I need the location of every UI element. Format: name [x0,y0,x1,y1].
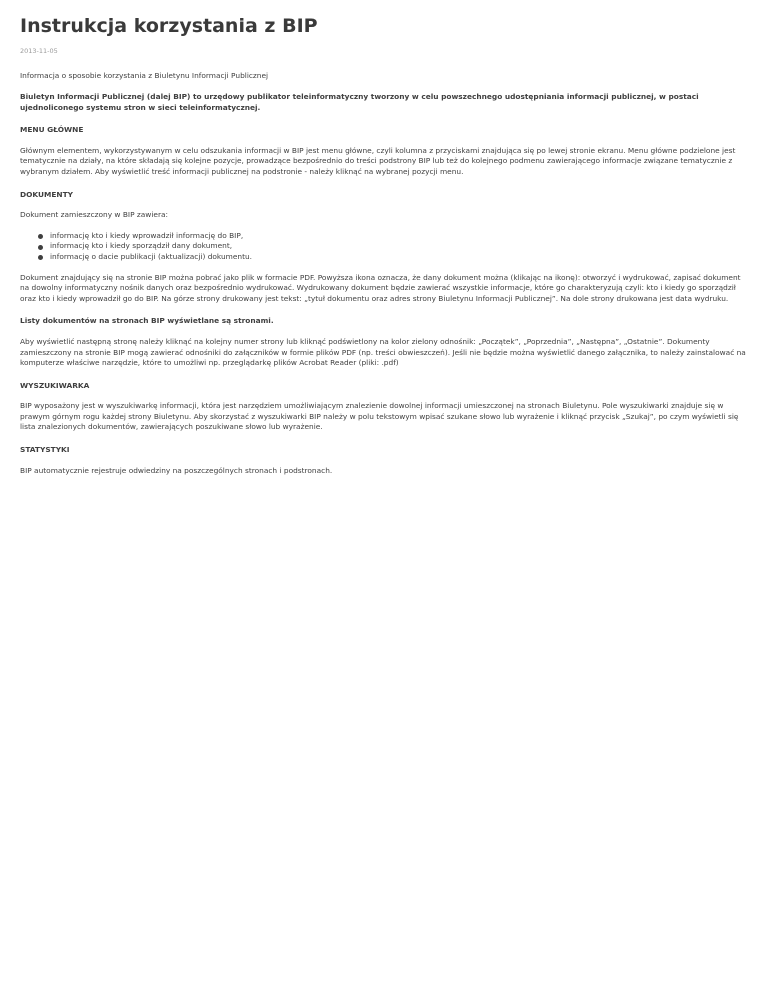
list-item [40,231,748,242]
section-text-lists: Aby wyświetlić następną stronę należy kliknąć na kolejny numer strony lub kliknąć podświetlony na kolor zielony odnośnik: „Początek”, „Poprzednia”, „Następna”, „Ostatnie”. Dokumenty zamieszczony na stronie BIP mogą zawierać odnośniki do załączników w formie plików PDF (np. treści obwieszczeń). Jeśli nie będzie można wyświetlić danego załącznika, to należy zainstalować na komputerze właściwe narzędzie, które to umożliwi np. przeglądarkę plików Acrobat Reader (pliki: .pdf) [20,336,746,368]
bullet-icon [38,245,43,250]
section-heading-lists: Listy dokumentów na stronach BIP wyświetlane są stronami. [20,316,274,326]
section-text-menu: Głównym elementem, wykorzystywanym w celu odszukania informacji w BIP jest menu główne, czyli kolumna z przyciskami znajdująca się po lewej stronie ekranu. Menu główne podzielone jest tematycznie na działy, na które składają się kolejne pozycje, prowadzące bezpośrednio do treści podstrony BIP lub też do kolejnego podmenu zawierającego informacje związane tematycznie z wybranym działem. Aby wyświetlić treść informacji publicznej na podstronie - należy kliknąć na wybranej pozycji menu. [20,145,736,176]
section-heading-documents: DOKUMENTY [20,189,73,199]
documents-list [20,231,748,263]
section-text-search: BIP wyposażony jest w wyszukiwarkę informacji, która jest narzędziem umożliwiającym znalezienie dowolnej informacji umieszczonej na stronach Biuletynu. Pole wyszukiwarki znajduje się w prawym górnym rogu każdej strony Biuletynu. Aby skorzystać z wyszukiwarki BIP należy w polu tekstowym wpisać szukane słowo lub wyrażenie i kliknąć przycisk „Szukaj”, po czym wyświetli się lista znalezionych dokumentów, zawierających poszukiwane słowo lub wyrażenie. [20,401,739,432]
section-text-documents: Dokument zamieszczony w BIP zawiera: [20,210,168,220]
publication-date: 2013-11-05 [20,47,58,55]
list-item-text: informację kto i kiedy sporządził dany dokument, [50,241,233,251]
article-lead: Biuletyn Informacji Publicznej (dalej BIP) to urzędowy publikator teleinformatyczny tworzony w celu powszechnego udostępniania informacji publicznej, w postaci ujednoliconego systemu stron w sieci teleinformatycznej. [20,92,699,112]
list-item-text: informację kto i kiedy wprowadził informację do BIP, [50,230,244,240]
section-text-documents-pdf: Dokument znajdujący się na stronie BIP można pobrać jako plik w formacie PDF. Powyższa ikona oznacza, że dany dokument można (klikając na ikonę): otworzyć i wydrukować, zapisać dokument na dowolny informatyczny nośnik danych oraz bezpośrednio wydrukować. Wydrukowany dokument będzie zawierać wszystkie informacje, które go charakteryzują czyli: kto i kiedy go sporządził oraz kto i kiedy wprowadził go do BIP. Na górze strony drukowany jest tekst: „tytuł dokumentu oraz adres strony Biuletynu Informacji Publicznej”. Na dole strony drukowana jest data wydruku. [20,272,741,303]
section-heading-stats: STATYSTYKI [20,445,70,455]
list-item [40,252,748,263]
section-heading-search: WYSZUKIWARKA [20,380,90,390]
article [0,0,768,476]
section-heading-menu: MENU GŁÓWNE [20,125,84,135]
list-item-text: informację o dacie publikacji (aktualizacji) dokumentu. [50,251,253,261]
bullet-icon [38,255,43,260]
list-item [40,241,748,252]
section-text-stats: BIP automatycznie rejestruje odwiedziny na poszczególnych stronach i podstronach. [20,465,333,475]
article-intro: Informacja o sposobie korzystania z Biuletynu Informacji Publicznej [20,71,269,80]
page-title: Instrukcja korzystania z BIP [20,15,318,37]
bullet-icon [38,234,43,239]
